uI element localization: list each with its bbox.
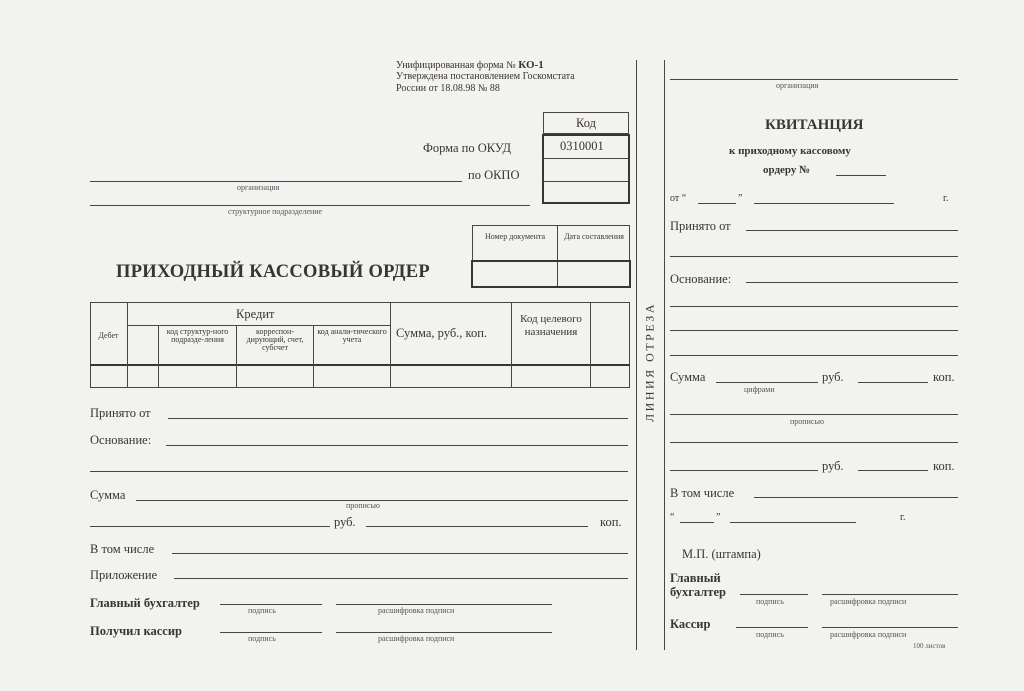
cut-line-left [636, 60, 637, 650]
receipt-basis-line-4[interactable] [670, 355, 958, 356]
receipt-words-line[interactable] [670, 414, 958, 415]
attachment-label: Приложение [90, 568, 158, 582]
receipt-quote-close: ” [738, 193, 743, 204]
receipt-in-words-caption: прописью [790, 417, 825, 426]
receipt-chief-label: Главный [670, 571, 721, 585]
amount-label: Сумма [90, 488, 126, 502]
receipt-chief-signature-caption: подпись [756, 597, 784, 606]
receipt-amount-digits-line[interactable] [716, 382, 818, 383]
doc-date-header: Дата составления [564, 232, 624, 241]
receipt-title: КВИТАНЦИЯ [765, 117, 864, 133]
analytic-code-header: код анали-тического учета [317, 327, 387, 344]
receipt-order-no-line[interactable] [836, 175, 886, 176]
receipt-organization-line[interactable] [670, 79, 958, 80]
receipt-cashier-signature-line[interactable] [736, 627, 808, 628]
receipt-chief-decoding-line[interactable] [822, 594, 958, 595]
receipt-year-label-2: г. [900, 512, 906, 523]
rub-label: руб. [334, 515, 356, 529]
receipt-quote-open: “ [670, 512, 675, 523]
receipt-chief-signature-line[interactable] [740, 594, 808, 595]
basis-label: Основание: [90, 433, 152, 447]
cashier-decoding-caption: расшифровка подписи [378, 634, 455, 643]
receipt-received-from-line[interactable] [746, 230, 958, 231]
receipt-month-line[interactable] [754, 203, 894, 204]
receipt-basis-line-3[interactable] [670, 330, 958, 331]
receipt-cashier-label: Кассир [670, 617, 711, 631]
receipt-rub-label: руб. [822, 370, 844, 384]
okud-value: 0310001 [560, 139, 604, 153]
received-from-label: Принято от [90, 406, 151, 420]
corr-account-header: корреспон-дирующий, счет, субсчет [246, 327, 304, 352]
receipt-order-no-label: ордеру № [763, 164, 811, 176]
receipt-received-from-line-2[interactable] [670, 256, 958, 257]
receipt-chief-decoding-caption: расшифровка подписи [830, 597, 907, 606]
debit-header: Дебет [98, 331, 119, 340]
cashier-received-label: Получил кассир [90, 624, 182, 638]
cashier-signature-caption: подпись [248, 634, 276, 643]
receipt-cashier-decoding-caption: расшифровка подписи [830, 630, 907, 639]
receipt-year-label: г. [943, 193, 949, 204]
chief-decoding-line[interactable] [336, 604, 552, 605]
receipt-day-line-2[interactable] [680, 522, 714, 523]
organization-caption: организация [237, 183, 280, 192]
receipt-quote-close-2: ” [716, 512, 721, 523]
attachment-line[interactable] [174, 578, 628, 579]
okud-label: Форма по ОКУД [423, 141, 511, 155]
receipt-cashier-decoding-line[interactable] [822, 627, 958, 628]
receipt-month-line-2[interactable] [730, 522, 856, 523]
chief-accountant-label: Главный бухгалтер [90, 596, 200, 610]
receipt-cashier-signature-caption: подпись [756, 630, 784, 639]
chief-signature-line[interactable] [220, 604, 322, 605]
receipt-kop-line[interactable] [858, 382, 928, 383]
unified-form-note: Унифицированная форма № КО-1 [396, 59, 544, 71]
order-title: ПРИХОДНЫЙ КАССОВЫЙ ОРДЕР [116, 262, 431, 282]
doc-number-header: Номер документа [484, 232, 545, 241]
receipt-kop-label: коп. [933, 370, 955, 384]
cashier-decoding-line[interactable] [336, 632, 552, 633]
kop-label: коп. [600, 515, 622, 529]
receipt-day-line[interactable] [698, 203, 736, 204]
receipt-stamp-label: М.П. (штампа) [682, 547, 761, 561]
receipt-rub-line-2[interactable] [670, 470, 818, 471]
credit-header: Кредит [236, 307, 275, 321]
cut-line-right [664, 60, 665, 650]
receipt-kop-label-2: коп. [933, 459, 955, 473]
receipt-received-from-label: Принято от [670, 219, 731, 233]
chief-signature-caption: подпись [248, 606, 276, 615]
struct-code-header: код структур-ного подразде-ления [166, 327, 229, 344]
received-from-line[interactable] [168, 418, 628, 419]
including-line[interactable] [172, 553, 628, 554]
approved-date-note: России от 18.08.98 № 88 [396, 83, 500, 94]
doc-values-row[interactable] [471, 260, 631, 288]
chief-decoding-caption: расшифровка подписи [378, 606, 455, 615]
receipt-including-line[interactable] [754, 497, 958, 498]
organization-line[interactable] [90, 181, 462, 182]
receipt-amount-label: Сумма [670, 370, 706, 384]
approved-note: Утверждена постановлением Госкомстата [396, 71, 575, 82]
kop-line[interactable] [366, 526, 588, 527]
receipt-including-label: В том числе [670, 486, 735, 500]
code-header-cell: Код [543, 112, 629, 134]
rub-line[interactable] [90, 526, 330, 527]
receipt-organization-caption: организация [776, 81, 819, 90]
okpo-label: по ОКПО [468, 168, 520, 182]
including-label: В том числе [90, 542, 155, 556]
cashier-signature-line[interactable] [220, 632, 322, 633]
receipt-kop-line-2[interactable] [858, 470, 928, 471]
receipt-subtitle: к приходному кассовому [729, 145, 851, 157]
receipt-in-digits-caption: цифрами [744, 385, 775, 394]
receipt-basis-line-2[interactable] [670, 306, 958, 307]
sheets-count: 100 листов [913, 642, 946, 650]
receipt-rub-label-2: руб. [822, 459, 844, 473]
purpose-code-header: Код целевого назначения [520, 313, 582, 338]
basis-line-1[interactable] [166, 445, 628, 446]
in-words-caption: прописью [346, 501, 381, 510]
receipt-words-line-2[interactable] [670, 442, 958, 443]
receipt-basis-line-1[interactable] [746, 282, 958, 283]
amount-line[interactable] [136, 500, 628, 501]
amount-header: Сумма, руб., коп. [396, 326, 488, 340]
receipt-from-label: от “ [670, 193, 687, 204]
division-caption: структурное подразделение [228, 207, 323, 216]
receipt-accountant-label: бухгалтер [670, 585, 726, 599]
division-line[interactable] [90, 205, 530, 206]
receipt-basis-label: Основание: [670, 272, 732, 286]
basis-line-2[interactable] [90, 471, 628, 472]
cut-line-label: ЛИНИЯ ОТРЕЗА [642, 302, 657, 422]
